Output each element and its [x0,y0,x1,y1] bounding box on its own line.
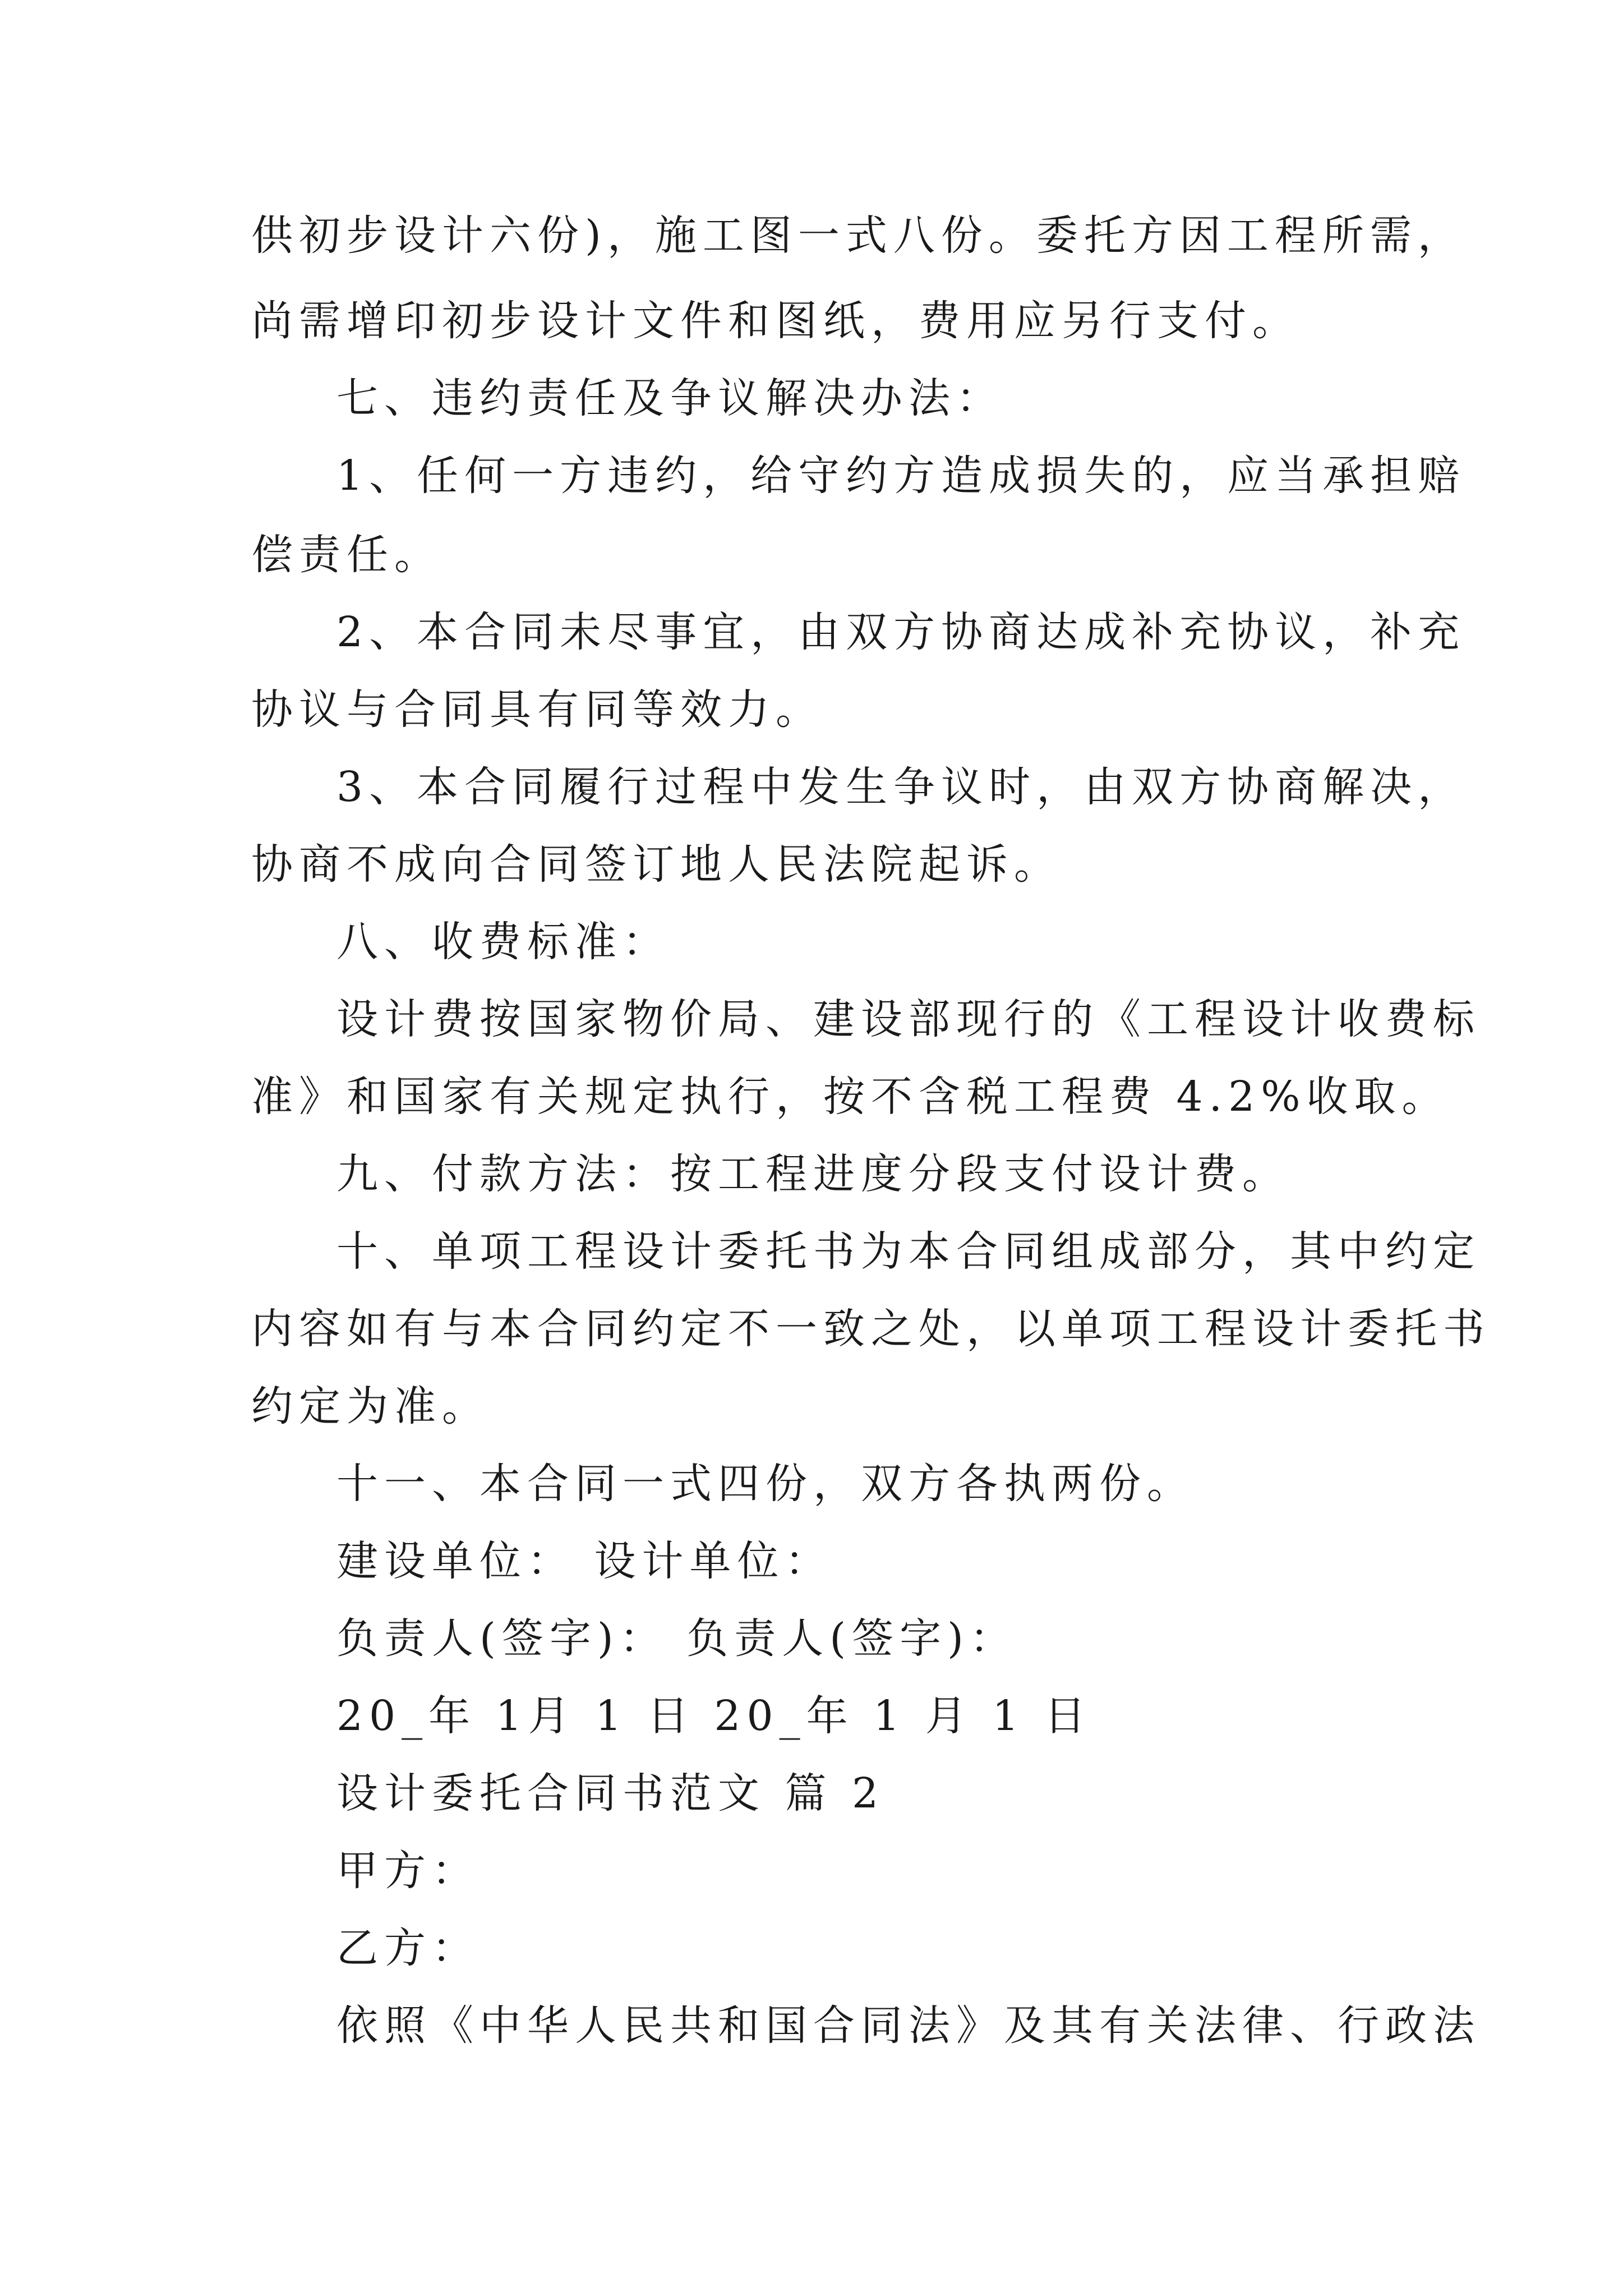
document-title-part2: 设计委托合同书范文 篇 2 [336,1769,885,1818]
text-line: 约定为准。 [251,1382,490,1430]
text-line: 准》和国家有关规定执行，按不含税工程费 4.2%收取。 [251,1073,1450,1121]
section-heading-11: 十一、本合同一式四份，双方各执两份。 [336,1460,1195,1508]
section-heading-7: 七、违约责任及争议解决办法： [336,374,1004,422]
text-line: 供初步设计六份)，施工图一式八份。委托方因工程所需， [251,211,1465,260]
text-line: 2、本合同未尽事宜，由双方协商达成补充协议，补充 [336,608,1466,656]
text-line: 3、本合同履行过程中发生争议时，由双方协商解决， [336,763,1466,811]
signature-dates: 20_年 1月 1 日 20_年 1 月 1 日 [336,1692,1092,1740]
text-line: 1、任何一方违约，给守约方造成损失的，应当承担赔 [336,452,1466,500]
party-a-label: 甲方： [336,1847,479,1895]
text-line: 协议与合同具有同等效力。 [251,685,823,734]
signature-units: 建设单位： 设计单位： [336,1537,833,1585]
text-line: 偿责任。 [251,531,442,579]
text-line: 依照《中华人民共和国合同法》及其有关法律、行政法 [336,2001,1481,2050]
section-heading-9: 九、付款方法：按工程进度分段支付设计费。 [336,1150,1290,1198]
text-line: 协商不成向合同签订地人民法院起诉。 [251,840,1062,889]
section-heading-10: 十、单项工程设计委托书为本合同组成部分，其中约定 [336,1227,1481,1276]
signature-persons: 负责人(签字)： 负责人(签字)： [336,1614,1018,1663]
text-line: 设计费按国家物价局、建设部现行的《工程设计收费标 [336,995,1481,1043]
party-b-label: 乙方： [336,1924,479,1972]
text-line: 内容如有与本合同约定不一致之处，以单项工程设计委托书 [251,1305,1491,1353]
text-line: 尚需增印初步设计文件和图纸，费用应另行支付。 [251,297,1300,345]
section-heading-8: 八、收费标准： [336,918,670,966]
